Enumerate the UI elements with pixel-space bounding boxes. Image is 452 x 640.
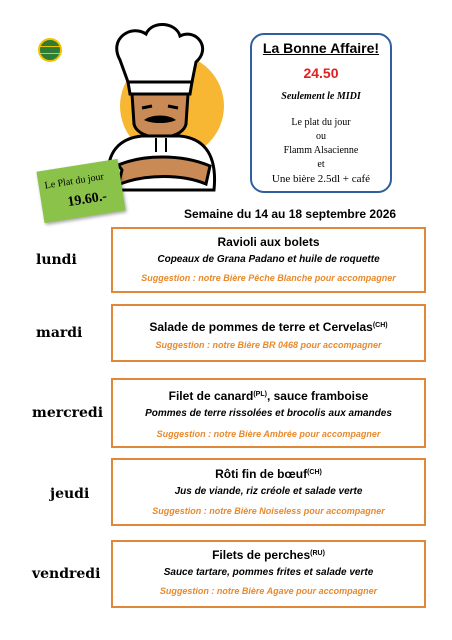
beer-suggestion: Suggestion : notre Bière Ambrée pour accompagner xyxy=(156,429,381,439)
menu-box-jeudi xyxy=(111,458,426,526)
promo-line-3: Flamm Alsacienne xyxy=(283,145,359,156)
promo-title: La Bonne Affaire! xyxy=(262,40,380,56)
logo-lines xyxy=(40,46,60,54)
beer-suggestion: Suggestion : notre Bière Noiseless pour accompagner xyxy=(152,506,385,516)
beer-suggestion: Suggestion : notre Bière Agave pour accompagner xyxy=(159,586,378,596)
menu-box-lundi xyxy=(111,227,426,293)
promo-subtitle: Seulement le MIDI xyxy=(281,91,361,102)
menu-box-mercredi xyxy=(111,378,426,448)
promo-price: 24.50 xyxy=(303,65,339,81)
dish-name: Rôti fin de bœuf$^{(CH)}$ xyxy=(215,467,322,481)
day-label-mercredi: mercredi xyxy=(32,405,104,421)
day-label-vendredi: vendredi xyxy=(32,566,101,582)
dish-name: Filets de perches$^{(RU)}$ xyxy=(212,548,325,562)
menu-box-vendredi xyxy=(111,540,426,608)
hat-band xyxy=(128,82,192,94)
menu-box-mardi xyxy=(111,304,426,362)
day-label-jeudi: jeudi xyxy=(50,486,90,502)
dish-description: Jus de viande, riz créole et salade verte xyxy=(174,486,363,497)
promo-line-2: ou xyxy=(316,131,326,142)
day-label-lundi: lundi xyxy=(36,252,77,268)
dish-name: Ravioli aux bolets xyxy=(217,235,320,249)
dish-description: Copeaux de Grana Padano et huile de roquette xyxy=(157,254,380,265)
promo-line-5: Une bière 2.5dl + café xyxy=(271,173,371,185)
tag-label: Le Plat du jour xyxy=(43,171,105,192)
plat-du-jour-tag xyxy=(36,159,125,223)
promo-box xyxy=(250,33,392,193)
chef-hat xyxy=(117,24,203,82)
week-heading: Semaine du 14 au 18 septembre 2026 xyxy=(184,207,397,221)
dish-name: Salade de pommes de terre et Cervelas$^{(CH)}$ xyxy=(149,320,388,334)
promo-line-1: Le plat du jour xyxy=(291,117,351,128)
tag-price: 19.60.- xyxy=(66,189,109,211)
dish-name: Filet de canard$^{(PL)}$, sauce framboise xyxy=(168,389,369,403)
day-label-mardi: mardi xyxy=(36,325,83,341)
promo-line-4: et xyxy=(317,159,325,170)
beer-suggestion: Suggestion : notre Bière BR 0468 pour accompagner xyxy=(155,340,382,350)
dish-description: Pommes de terre rissolées et brocolis aux amandes xyxy=(145,408,392,419)
beer-suggestion: Suggestion : notre Bière Pêche Blanche pour accompagner xyxy=(141,273,396,283)
dish-description: Sauce tartare, pommes frites et salade verte xyxy=(163,567,374,578)
